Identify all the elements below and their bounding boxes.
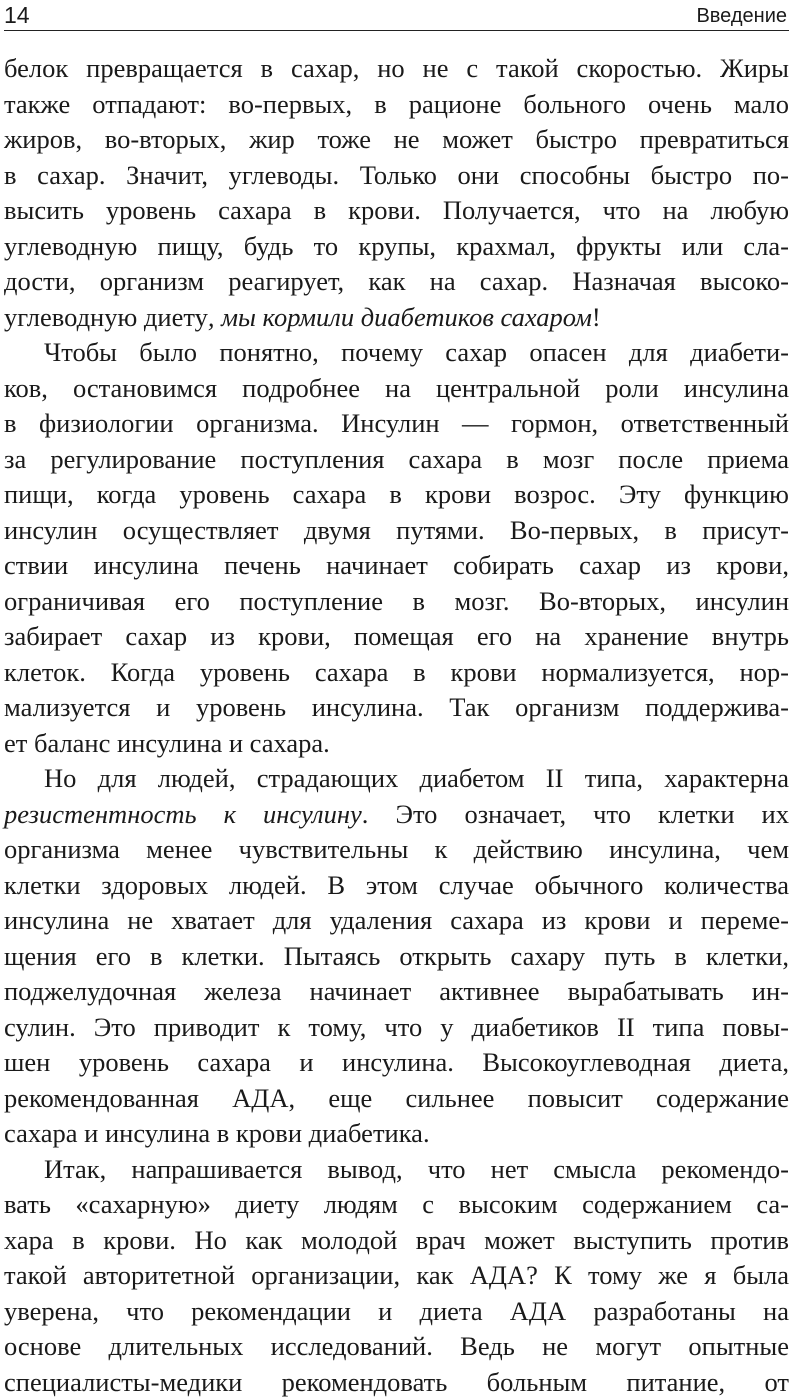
text-line: ограничивая его поступление в мозг. Во-вторых, инсулин [4, 584, 789, 620]
text-line: уверена, что рекомендации и диета АДА разработаны на [4, 1294, 789, 1330]
paragraph-1 [4, 51, 789, 335]
text-line: также отпадают: во-первых, в рационе больного очень мало [4, 87, 789, 123]
text-line: мализуется и уровень инсулина. Так организм поддержива- [4, 690, 789, 726]
text-line [4, 797, 789, 833]
italic-emphasis: резистентность к инсулину [4, 799, 362, 829]
text-line: за регулирование поступления сахара в мозг после приема [4, 442, 789, 478]
text-line: сахара и инсулина в крови диабетика. [4, 1116, 789, 1152]
text-line: дости, организм реагирует, как на сахар. Назначая высоко- [4, 264, 789, 300]
text-line: углеводную пищу, будь то крупы, крахмал, фрукты или сла- [4, 229, 789, 265]
text-line: вать «сахарную» диету людям с высоким содержанием са- [4, 1187, 789, 1223]
text-line: такой авторитетной организации, как АДА? К тому же я была [4, 1258, 789, 1294]
running-header [4, 0, 789, 31]
text-line: щения его в клетки. Пытаясь открыть сахару путь в клетки, [4, 939, 789, 975]
text-run: . Это означает, что клетки их [362, 799, 789, 829]
text-line: Но для людей, страдающих диабетом II типа, характерна [4, 761, 789, 797]
text-run: ! [592, 302, 601, 332]
paragraph-4 [4, 1152, 789, 1400]
text-line: пищи, когда уровень сахара в крови возрос. Эту функцию [4, 477, 789, 513]
text-line: основе длительных исследований. Ведь не могут опытные [4, 1329, 789, 1365]
section-title: Введение [696, 1, 787, 31]
text-line: инсулин осуществляет двумя путями. Во-первых, в присут- [4, 513, 789, 549]
text-line: шен уровень сахара и инсулина. Высокоуглеводная диета, [4, 1045, 789, 1081]
text-line: клетки здоровых людей. В этом случае обычного количества [4, 868, 789, 904]
text-line: жиров, во-вторых, жир тоже не может быстро превратиться [4, 122, 789, 158]
italic-emphasis: , мы кормили диабетиков сахаром [208, 302, 592, 332]
text-line: забирает сахар из крови, помещая его на хранение внутрь [4, 619, 789, 655]
text-run: углеводную диету [4, 302, 208, 332]
text-line: ков, остановимся подробнее на центральной роли инсулина [4, 371, 789, 407]
text-line: поджелудочная железа начинает активнее вырабатывать ин- [4, 974, 789, 1010]
text-line: клеток. Когда уровень сахара в крови нормализуется, нор- [4, 655, 789, 691]
text-line: рекомендованная АДА, еще сильнее повысит содержание [4, 1081, 789, 1117]
body-text [4, 51, 789, 1400]
text-line: ствии инсулина печень начинает собирать сахар из крови, [4, 548, 789, 584]
text-line: ет баланс инсулина и сахара. [4, 726, 789, 762]
paragraph-2 [4, 335, 789, 761]
text-line: инсулина не хватает для удаления сахара из крови и переме- [4, 903, 789, 939]
text-line: Итак, напрашивается вывод, что нет смысла рекомендо- [4, 1152, 789, 1188]
text-line: специалисты-медики рекомендовать больным питание, от [4, 1365, 789, 1400]
paragraph-3 [4, 761, 789, 1152]
text-line: организма менее чувствительны к действию инсулина, чем [4, 832, 789, 868]
page-number: 14 [4, 0, 30, 30]
text-line: в сахар. Значит, углеводы. Только они способны быстро по- [4, 158, 789, 194]
text-line [4, 300, 789, 336]
text-line: сулин. Это приводит к тому, что у диабетиков II типа повы- [4, 1010, 789, 1046]
text-line: высить уровень сахара в крови. Получается, что на любую [4, 193, 789, 229]
text-line: Чтобы было понятно, почему сахар опасен для диабети- [4, 335, 789, 371]
text-line: хара в крови. Но как молодой врач может выступить против [4, 1223, 789, 1259]
text-line: белок превращается в сахар, но не с такой скоростью. Жиры [4, 51, 789, 87]
text-line: в физиологии организма. Инсулин — гормон, ответственный [4, 406, 789, 442]
